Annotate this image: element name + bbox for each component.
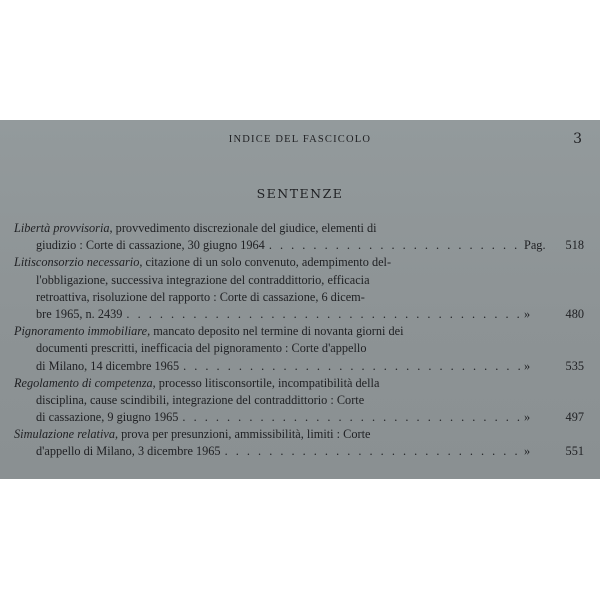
index-entry <box>14 426 584 460</box>
entry-last-line <box>14 237 584 254</box>
entry-text: bre 1965, n. 2439 <box>36 306 123 321</box>
dot-leader <box>183 358 520 375</box>
entry-text: d'appello di Milano, 3 dicembre 1965 <box>36 444 221 459</box>
entry-line <box>14 220 584 237</box>
dot-leader <box>225 443 520 460</box>
index-entry <box>14 375 584 427</box>
index-entries <box>14 220 584 461</box>
entry-line <box>14 272 584 289</box>
dot-leader <box>269 237 520 254</box>
entry-keyword: Pignoramento immobiliare, <box>14 324 151 339</box>
page-reference <box>524 443 584 460</box>
entry-last-line <box>14 306 584 323</box>
page-ref-prefix: » <box>524 358 531 373</box>
entry-keyword: Litisconsorzio necessario, <box>14 255 143 270</box>
entry-text: citazione di un solo convenuto, adempimento del- <box>142 255 392 270</box>
page-ref-prefix: Pag. <box>524 238 546 253</box>
page-number: 3 <box>573 131 582 147</box>
entry-text: giudizio : Corte di cassazione, 30 giugno 1964 <box>36 238 265 253</box>
entry-text: di cassazione, 9 giugno 1965 <box>36 410 179 425</box>
page-reference <box>524 358 584 375</box>
dot-leader <box>182 409 520 426</box>
entry-line <box>14 392 584 409</box>
entry-keyword: Regolamento di competenza, <box>14 375 156 390</box>
dot-leader <box>126 306 520 323</box>
entry-text: disciplina, cause scindibili, integrazione del contraddittorio : Corte <box>36 392 365 407</box>
page-ref-number: 480 <box>565 306 584 321</box>
page-ref-number: 518 <box>565 238 584 253</box>
entry-keyword: Libertà provvisoria, <box>14 221 113 235</box>
index-entry <box>14 254 584 323</box>
page-reference <box>524 409 584 426</box>
entry-text: provvedimento discrezionale del giudice, elementi di <box>112 221 377 235</box>
entry-last-line <box>14 358 584 375</box>
entry-line <box>14 289 584 306</box>
entry-line <box>14 254 584 271</box>
entry-text: mancato deposito nel termine di novanta giorni dei <box>150 324 404 339</box>
index-entry <box>14 220 584 254</box>
entry-line <box>14 375 584 392</box>
entry-text: prova per presunzioni, ammissibilità, limiti : Corte <box>118 427 371 442</box>
entry-text: processo litisconsortile, incompatibilità della <box>155 375 380 390</box>
entry-text: l'obbligazione, successiva integrazione del contraddittorio, efficacia <box>36 272 370 287</box>
entry-last-line <box>14 409 584 426</box>
page-reference <box>524 306 584 323</box>
page-ref-prefix: » <box>524 444 531 459</box>
page-ref-number: 497 <box>565 410 584 425</box>
page-ref-number: 551 <box>565 444 584 459</box>
index-entry <box>14 323 584 375</box>
page-reference <box>524 237 584 254</box>
section-title: SENTENZE <box>256 186 344 201</box>
running-header: INDICE DEL FASCICOLO <box>228 134 372 145</box>
page-ref-prefix: » <box>524 410 531 425</box>
entry-line <box>14 426 584 443</box>
entry-line <box>14 323 584 340</box>
entry-text: di Milano, 14 dicembre 1965 <box>36 358 180 373</box>
entry-text: retroattiva, risoluzione del rapporto : Corte di cassazione, 6 dicem- <box>36 289 365 304</box>
entry-keyword: Simulazione relativa, <box>14 427 119 442</box>
entry-text: documenti prescritti, inefficacia del pignoramento : Corte d'appello <box>36 341 367 356</box>
entry-line <box>14 340 584 357</box>
scanned-page <box>0 120 600 479</box>
page-ref-number: 535 <box>565 358 584 373</box>
page-ref-prefix: » <box>524 306 531 321</box>
entry-last-line <box>14 443 584 460</box>
